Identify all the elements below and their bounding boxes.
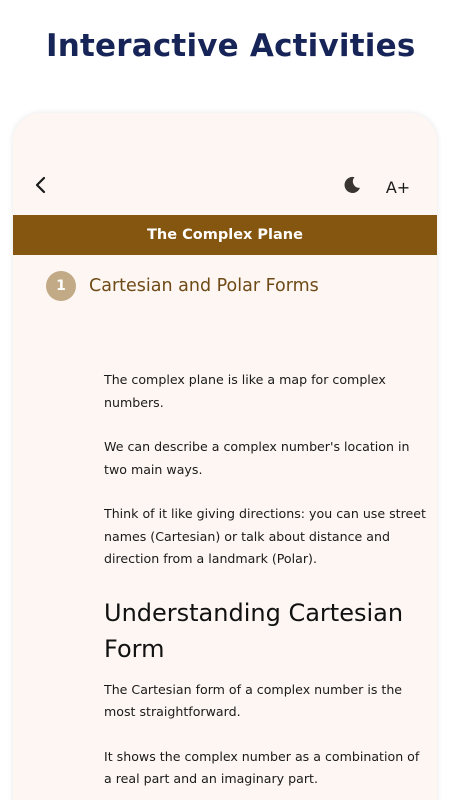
section-number-badge: 1: [46, 271, 76, 301]
section-header[interactable]: [46, 271, 319, 301]
paragraph: The Cartesian form of a complex number is the most straightforward.: [104, 681, 403, 719]
dark-mode-toggle[interactable]: [339, 174, 365, 200]
paragraph: It shows the complex number as a combination of a real part and an imaginary part.: [104, 748, 420, 786]
paragraph: The complex plane is like a map for complex numbers.: [104, 372, 386, 410]
section-title: Cartesian and Polar Forms: [89, 276, 319, 296]
promo-title: Interactive Activities: [46, 28, 416, 64]
lesson-title-bar: [13, 215, 437, 255]
top-toolbar: [13, 169, 437, 205]
paragraph: Think of it like giving directions: you can use street names (Cartesian) or talk about distance and direction from a landmark (Polar).: [104, 506, 426, 566]
moon-icon: [342, 175, 362, 199]
chevron-left-icon: [35, 176, 47, 198]
paragraph: We can describe a complex number's location in two main ways.: [104, 439, 410, 477]
content-subheading: Understanding Cartesian Form: [104, 598, 404, 663]
phone-screen: [13, 113, 437, 800]
font-size-button[interactable]: A+: [385, 177, 411, 197]
lesson-content: [104, 369, 430, 800]
back-button[interactable]: [29, 173, 53, 201]
lesson-title: The Complex Plane: [147, 227, 303, 243]
